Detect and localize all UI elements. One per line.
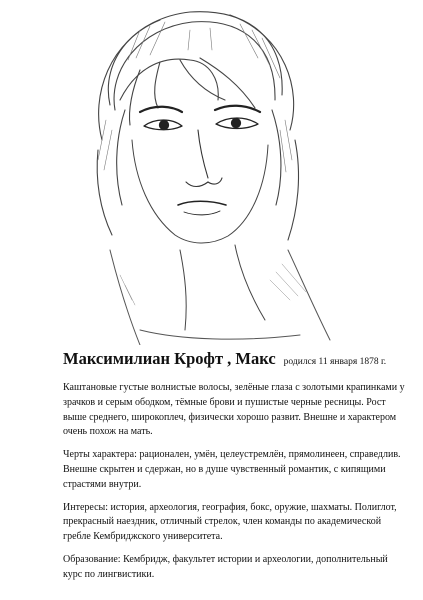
education-paragraph: Образование: Кембридж, факультет истории и археологии, дополнительный курс по лингвистики. xyxy=(63,553,388,580)
appearance-paragraph: Каштановые густые волнистые волосы, зелёные глаза с золотыми крапинками у зрачков и серым ободком, тёмные брови и пушистые черные ресницы. Рост выше среднего, широкоплеч, физически хорошо развит. Внешне и характером очень похож на мать. xyxy=(63,382,405,438)
character-name: Максимилиан Крофт , Макс xyxy=(63,349,276,368)
title-line xyxy=(63,349,405,372)
biography xyxy=(63,349,405,591)
character-traits-paragraph: Черты характера: рационален, умён, целеустремлён, прямолинеен, справедлив. Внешне скрытен и сдержан, но в душе чувственный романтик, с кипящими страстями внутри. xyxy=(63,449,401,490)
eyes xyxy=(144,118,258,130)
portrait-sketch xyxy=(40,0,340,345)
eyebrows xyxy=(140,106,260,112)
shoulders xyxy=(110,250,330,345)
face-contour xyxy=(132,140,268,330)
birth-date: родился 11 января 1878 г. xyxy=(283,357,387,367)
mouth xyxy=(178,201,226,215)
nose xyxy=(186,130,222,187)
hair xyxy=(97,12,298,240)
interests-paragraph: Интересы: история, археология, география, бокс, оружие, шахматы. Полиглот, прекрасный наездник, отличный стрелок, член команды по академической гребле Кембриджского университета. xyxy=(63,501,397,543)
